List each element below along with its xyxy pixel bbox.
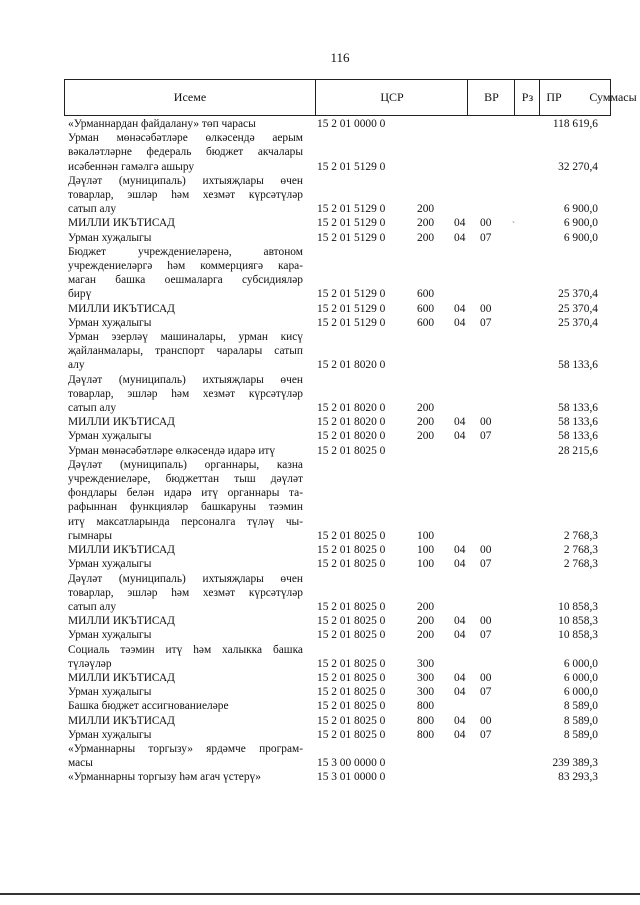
row-name: [68, 444, 303, 458]
table-row: [68, 685, 598, 699]
row-pr: 07: [480, 231, 492, 244]
row-sum: 58 133,6: [558, 416, 598, 429]
table-row: [68, 699, 598, 713]
row-csr: 15 2 01 0000 0: [317, 118, 386, 130]
table-row: [68, 373, 598, 416]
row-sum: 58 133,6: [558, 359, 598, 372]
header-pr: ПР: [539, 80, 568, 115]
table-row: [68, 245, 598, 302]
row-sum: 118 619,6: [552, 118, 598, 130]
row-vr: 200: [417, 416, 435, 429]
row-name: [68, 117, 303, 131]
row-name-line: алу: [68, 359, 85, 372]
row-csr: 15 3 00 0000 0: [317, 757, 386, 770]
row-csr: 15 2 01 8025 0: [317, 529, 386, 542]
row-name: [68, 231, 303, 245]
row-name-line: сатып алу: [68, 402, 117, 415]
row-name: [68, 671, 303, 685]
row-sum: 28 215,6: [558, 444, 598, 457]
row-csr: 15 2 01 8025 0: [317, 728, 386, 741]
row-name-line: Дәүләт (муниципаль) ихтыяҗлары өчен: [68, 174, 303, 187]
row-name: [68, 728, 303, 742]
table-row: [68, 444, 598, 458]
row-vr: 200: [417, 231, 435, 244]
row-csr: 15 3 01 0000 0: [317, 771, 386, 784]
row-vr: 200: [417, 629, 435, 642]
row-csr: 15 2 01 8025 0: [317, 444, 386, 457]
row-pr: 00: [480, 302, 492, 315]
row-vr: 200: [417, 600, 435, 613]
row-sum: 10 858,3: [558, 629, 598, 642]
row-name: [68, 699, 303, 713]
row-csr: 15 2 01 5129 0: [317, 217, 386, 230]
row-name-line: МИЛЛИ ИКЪТИСАД: [68, 615, 175, 628]
row-name-line: фондлары белән идарә итү органнары та-: [68, 487, 303, 500]
row-vr: 800: [417, 728, 435, 741]
row-sum: 239 389,3: [552, 757, 598, 770]
row-name-line: Урман хуҗалыгы: [68, 728, 152, 741]
row-name: [68, 643, 303, 671]
row-name: [68, 216, 303, 230]
page-number: 116: [330, 50, 350, 65]
row-pr: 00: [480, 416, 492, 429]
row-name-line: «Урманнарны торгызу» ярдәмче програм-: [68, 742, 303, 755]
row-name-line: учреждениеләре, бюджеттан тыш дәүләт: [68, 473, 303, 486]
row-csr: 15 2 01 8025 0: [317, 671, 386, 684]
row-rz: 04: [454, 728, 466, 741]
row-name: [68, 302, 303, 316]
row-pr: 00: [480, 714, 492, 727]
row-name: [68, 373, 303, 416]
row-name-line: түләүләр: [68, 657, 112, 670]
row-name-line: Урман хуҗалыгы: [68, 430, 152, 443]
row-name-line: Дәүләт (муниципаль) ихтыяҗлары өчен: [68, 373, 303, 386]
row-name: [68, 628, 303, 642]
table-row: [68, 131, 598, 174]
row-csr: 15 2 01 5129 0: [317, 302, 386, 315]
row-name: [68, 174, 303, 217]
row-csr: 15 2 01 8025 0: [317, 600, 386, 613]
row-name-line: вәкаләтләрне федераль бюджет акчалары: [68, 146, 303, 159]
row-rz: 04: [454, 302, 466, 315]
row-pr: 00: [480, 615, 492, 628]
table-row: [68, 643, 598, 671]
row-name-line: Урман хуҗалыгы: [68, 231, 152, 244]
row-rz: 04: [454, 217, 466, 230]
row-name: [68, 330, 303, 373]
row-vr: 300: [417, 686, 435, 699]
row-name-line: Урман хуҗалыгы: [68, 316, 152, 329]
row-csr: 15 2 01 8025 0: [317, 700, 386, 713]
row-name: [68, 557, 303, 571]
row-name-line: Дәүләт (муниципаль) ихтыяҗлары өчен: [68, 572, 303, 585]
row-sum: 8 589,0: [563, 714, 598, 727]
row-name-line: сатып алу: [68, 203, 117, 216]
row-name-line: «Урманнарны торгызу һәм агач үстерү»: [68, 771, 261, 784]
row-rz: 04: [454, 686, 466, 699]
row-name: [68, 429, 303, 443]
row-csr: 15 2 01 5129 0: [317, 288, 386, 301]
row-name-line: Башка бюджет ассигнованиеләре: [68, 700, 229, 713]
row-name-line: товарлар, эшләр һәм хезмәт күрсәтүләр: [68, 387, 303, 400]
table-row: [68, 415, 598, 429]
row-name-line: «Урманнардан файдалану» төп чарасы: [68, 118, 256, 130]
row-name: [68, 543, 303, 557]
row-name: [68, 316, 303, 330]
row-csr: 15 2 01 8020 0: [317, 402, 386, 415]
row-csr: 15 2 01 8025 0: [317, 558, 386, 571]
header-vr: ВР: [467, 80, 515, 115]
table-row: [68, 543, 598, 557]
table-row: [68, 714, 598, 728]
row-sum: 8 589,0: [563, 728, 598, 741]
row-rz: 04: [454, 714, 466, 727]
row-vr: 100: [417, 558, 435, 571]
row-sum: 6 900,0: [563, 203, 598, 216]
row-sum: 25 370,4: [558, 288, 598, 301]
row-pr: 07: [480, 430, 492, 443]
row-csr: 15 2 01 8025 0: [317, 629, 386, 642]
row-sum: 6 900,0: [563, 231, 598, 244]
row-name-line: исәбеннән гамәлгә ашыру: [68, 160, 195, 173]
table-row: [68, 117, 598, 131]
row-name-line: Урман мөнәсәбәтләре өлкәсендә аерым: [68, 132, 303, 145]
row-pr: 00: [480, 544, 492, 557]
row-name: [68, 714, 303, 728]
row-name-line: Дәүләт (муниципаль) органнары, казна: [68, 458, 303, 471]
row-vr: 800: [417, 700, 435, 713]
row-rz: 04: [454, 416, 466, 429]
row-name-line: товарлар, эшләр һәм хезмәт күрсәтүләр: [68, 586, 303, 599]
row-vr: 300: [417, 671, 435, 684]
row-name-line: товарлар, эшләр һәм хезмәт күрсәтүләр: [68, 189, 303, 202]
row-vr: 200: [417, 430, 435, 443]
row-pr: 07: [480, 558, 492, 571]
row-sum: 2 768,3: [563, 558, 598, 571]
row-vr: 600: [417, 288, 435, 301]
row-pr: 00: [480, 217, 492, 230]
table-row: [68, 330, 598, 373]
row-sum: 10 858,3: [558, 615, 598, 628]
row-pr: 07: [480, 316, 492, 329]
row-sum: 8 589,0: [563, 700, 598, 713]
row-sum: 58 133,6: [558, 402, 598, 415]
row-name-line: Урман хуҗалыгы: [68, 629, 152, 642]
row-pr: 07: [480, 728, 492, 741]
row-name-line: Бюджет учреждениеләренә, автоном: [68, 245, 303, 258]
row-rz: 04: [454, 231, 466, 244]
row-rz: 04: [454, 558, 466, 571]
table-row: [68, 316, 598, 330]
budget-table-body: [68, 117, 598, 785]
row-name-line: Урман мөнәсәбәтләре өлкәсендә идарә итү: [68, 444, 276, 457]
row-sum: 83 293,3: [558, 771, 598, 784]
row-sum: 25 370,4: [558, 302, 598, 315]
row-rz: 04: [454, 629, 466, 642]
row-sum: 6 900,0: [563, 217, 598, 230]
row-pr: 07: [480, 686, 492, 699]
row-sum: 2 768,3: [563, 544, 598, 557]
row-sum: 6 000,0: [563, 671, 598, 684]
row-sum: 32 270,4: [558, 160, 598, 173]
row-sum: 58 133,6: [558, 430, 598, 443]
row-csr: 15 2 01 5129 0: [317, 203, 386, 216]
row-csr: 15 2 01 8025 0: [317, 544, 386, 557]
table-row: [68, 628, 598, 642]
row-name-line: Урман хуҗалыгы: [68, 558, 152, 571]
row-vr: 800: [417, 714, 435, 727]
row-vr: 200: [417, 203, 435, 216]
row-vr: 200: [417, 217, 435, 230]
row-name-line: Социаль тәэмин итү һәм халыкка башка: [68, 643, 303, 656]
row-rz: 04: [454, 430, 466, 443]
row-csr: 15 2 01 8025 0: [317, 686, 386, 699]
row-name-line: Урман хуҗалыгы: [68, 686, 152, 699]
table-row: [68, 231, 598, 245]
row-sum: 2 768,3: [563, 529, 598, 542]
row-csr: 15 2 01 8025 0: [317, 615, 386, 628]
row-name-line: МИЛЛИ ИКЪТИСАД: [68, 302, 175, 315]
table-row: [68, 216, 598, 230]
row-name-line: Урман эзерләү машиналары, урман кисү: [68, 331, 303, 344]
row-csr: 15 2 01 8025 0: [317, 714, 386, 727]
row-name: [68, 245, 303, 302]
row-name: [68, 131, 303, 174]
row-csr: 15 2 01 8020 0: [317, 416, 386, 429]
row-name-line: җайланмалары, транспорт чаралары сатып: [68, 345, 303, 358]
row-csr: 15 2 01 8025 0: [317, 657, 386, 670]
table-row: [68, 742, 598, 770]
row-name: [68, 458, 303, 543]
row-sum: 6 000,0: [563, 686, 598, 699]
row-rz: 04: [454, 544, 466, 557]
row-name-line: сатып алу: [68, 600, 117, 613]
table-row: [68, 557, 598, 571]
row-name-line: бирү: [68, 288, 92, 301]
table-header: [64, 79, 637, 116]
row-name-line: масы: [68, 757, 93, 770]
row-name: [68, 685, 303, 699]
row-rz: 04: [454, 615, 466, 628]
header-sum: Суммасы: [589, 90, 637, 104]
table-row: [68, 458, 598, 543]
scan-bottom-edge: [0, 893, 640, 895]
header-csr: ЦСР: [315, 80, 468, 115]
row-vr: 100: [417, 544, 435, 557]
row-sum: 6 000,0: [563, 657, 598, 670]
row-vr: 600: [417, 302, 435, 315]
row-name-line: рафыннан функцияләр башкаруны тәэмин: [68, 501, 303, 514]
row-name: [68, 415, 303, 429]
row-vr: 200: [417, 615, 435, 628]
table-row: [68, 671, 598, 685]
table-row: [68, 770, 598, 784]
header-rz: Рз: [514, 80, 540, 115]
row-rz: 04: [454, 316, 466, 329]
row-name: [68, 614, 303, 628]
scan-mark: ˎ: [512, 213, 515, 223]
row-name-line: маган башка оешмаларга субсидияләр: [68, 274, 303, 287]
row-vr: 100: [417, 529, 435, 542]
row-vr: 300: [417, 657, 435, 670]
row-name-line: итү максатларында персоналга түләү чы-: [68, 515, 303, 528]
row-name: [68, 770, 303, 784]
row-csr: 15 2 01 8020 0: [317, 359, 386, 372]
row-vr: 200: [417, 402, 435, 415]
row-name-line: МИЛЛИ ИКЪТИСАД: [68, 416, 175, 429]
row-csr: 15 2 01 8020 0: [317, 430, 386, 443]
row-name-line: МИЛЛИ ИКЪТИСАД: [68, 544, 175, 557]
row-sum: 10 858,3: [558, 600, 598, 613]
table-row: [68, 728, 598, 742]
table-row: [68, 614, 598, 628]
table-row: [68, 572, 598, 615]
row-vr: 600: [417, 316, 435, 329]
row-rz: 04: [454, 671, 466, 684]
table-row: [68, 174, 598, 217]
row-csr: 15 2 01 5129 0: [317, 160, 386, 173]
row-name: [68, 572, 303, 615]
row-csr: 15 2 01 5129 0: [317, 231, 386, 244]
row-csr: 15 2 01 5129 0: [317, 316, 386, 329]
table-row: [68, 302, 598, 316]
header-name: Исеме: [173, 90, 207, 104]
table-row: [68, 429, 598, 443]
row-name: [68, 742, 303, 770]
row-pr: 07: [480, 629, 492, 642]
row-name-line: МИЛЛИ ИКЪТИСАД: [68, 671, 175, 684]
row-name-line: гымнары: [68, 529, 113, 542]
row-name-line: учреждениеләргә һәм коммерциягә кара-: [68, 260, 303, 273]
row-name-line: МИЛЛИ ИКЪТИСАД: [68, 714, 175, 727]
row-pr: 00: [480, 671, 492, 684]
row-name-line: МИЛЛИ ИКЪТИСАД: [68, 217, 175, 230]
row-sum: 25 370,4: [558, 316, 598, 329]
